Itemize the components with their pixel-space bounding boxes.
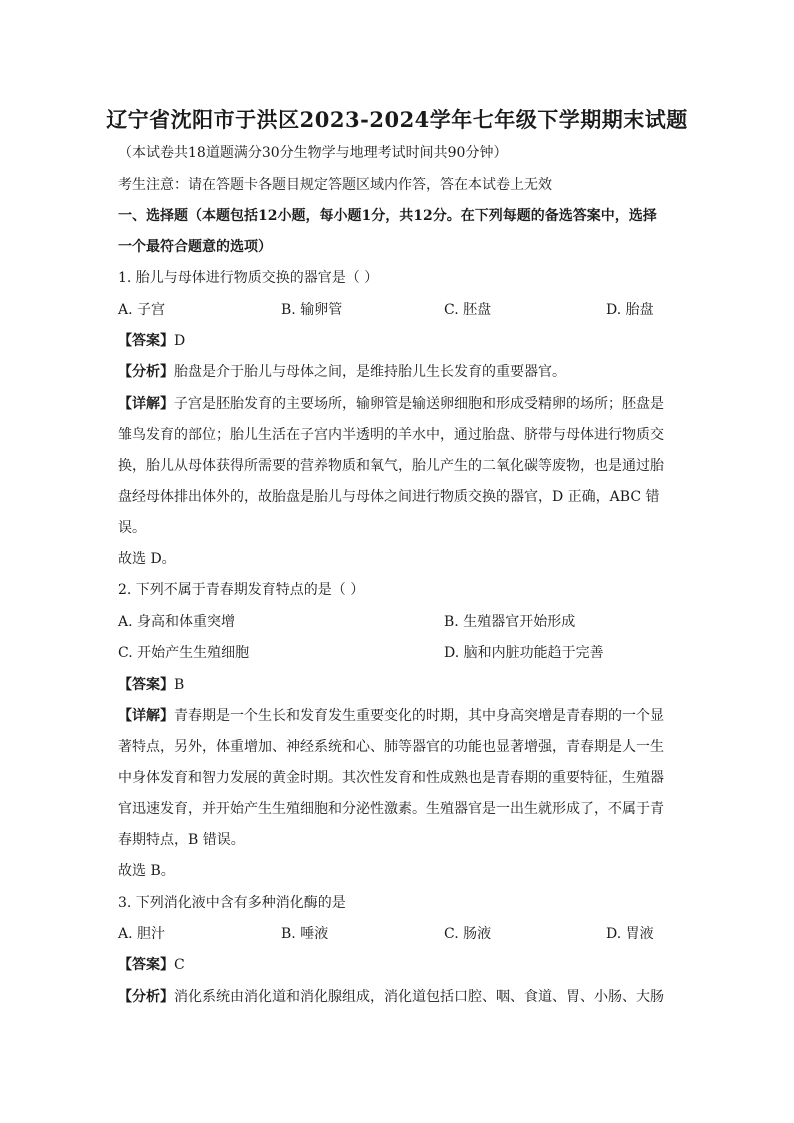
question-3-analysis xyxy=(118,987,664,1007)
question-1-detail-line-5: 误。 xyxy=(118,520,146,536)
question-3-option-b: B. 唾液 xyxy=(281,926,329,942)
question-3-options xyxy=(118,924,678,944)
detail-text: 青春期是一个生长和发育发生重要变化的时期，其中身高突增是青春期的一个显 xyxy=(174,708,664,724)
question-2-options-row-2 xyxy=(118,643,678,663)
question-3-stem: 3. 下列消化液中含有多种消化酶的是 xyxy=(118,895,346,911)
question-2-option-c: C. 开始产生生殖细胞 xyxy=(118,645,250,661)
analysis-text: 消化系统由消化道和消化腺组成，消化道包括口腔、咽、食道、胃、小肠、大肠 xyxy=(174,989,664,1005)
question-2-answer xyxy=(118,675,184,695)
exam-notice: 考生注意：请在答题卡各题目规定答题区域内作答，答在本试卷上无效 xyxy=(118,177,552,193)
answer-value: C xyxy=(174,957,185,973)
question-3-answer xyxy=(118,955,185,975)
detail-tag: 【详解】 xyxy=(118,708,174,724)
question-3-option-a: A. 胆汁 xyxy=(118,926,166,942)
answer-tag: 【答案】 xyxy=(118,957,174,973)
question-1-option-d: D. 胎盘 xyxy=(606,302,654,318)
section-header-line-1: 一、选择题（本题包括12小题，每小题1分，共12分。在下列每题的备选答案中，选择 xyxy=(118,208,657,224)
answer-value: D xyxy=(174,333,186,349)
answer-value: B xyxy=(174,677,185,693)
question-2-detail-line-2: 著特点，另外，体重增加、神经系统和心、肺等器官的功能也显著增强，青春期是人一生 xyxy=(118,739,664,755)
exam-title: 辽宁省沈阳市于洪区2023-2024学年七年级下学期期末试题 xyxy=(106,107,688,132)
question-2-options-row-1 xyxy=(118,612,678,632)
section-header-line-2: 一个最符合题意的选项） xyxy=(118,239,272,255)
question-2-stem: 2. 下列不属于青春期发育特点的是（ ） xyxy=(118,582,365,598)
question-1-detail-line-3: 换，胎儿从母体获得所需要的营养物质和氧气，胎儿产生的二氧化碳等废物，也是通过胎 xyxy=(118,458,664,474)
question-2-conclusion: 故选 B。 xyxy=(118,863,175,879)
analysis-tag: 【分析】 xyxy=(118,364,174,380)
question-1-detail-line-1 xyxy=(118,394,664,414)
detail-tag: 【详解】 xyxy=(118,396,174,412)
exam-subtitle: （本试卷共18道题满分30分生物学与地理考试时间共90分钟） xyxy=(118,145,508,161)
question-1-answer xyxy=(118,331,185,351)
question-1-conclusion: 故选 D。 xyxy=(118,551,176,567)
question-2-option-d: D. 脑和内脏功能趋于完善 xyxy=(444,645,604,661)
answer-tag: 【答案】 xyxy=(118,677,174,693)
question-1-option-c: C. 胚盘 xyxy=(444,302,492,318)
question-2-detail-line-5: 春期特点，B 错误。 xyxy=(118,832,245,848)
detail-text: 子宫是胚胎发育的主要场所，输卵管是输送卵细胞和形成受精卵的场所；胚盘是 xyxy=(174,396,664,412)
question-2-option-a: A. 身高和体重突增 xyxy=(118,614,236,630)
question-2-detail-line-1 xyxy=(118,706,664,726)
question-3-option-c: C. 肠液 xyxy=(444,926,492,942)
question-3-option-d: D. 胃液 xyxy=(606,926,654,942)
question-1-analysis xyxy=(118,362,566,382)
question-2-detail-line-4: 官迅速发育，并开始产生生殖细胞和分泌性激素。生殖器官是一出生就形成了，不属于青 xyxy=(118,801,664,817)
analysis-tag: 【分析】 xyxy=(118,989,174,1005)
question-1-option-a: A. 子宫 xyxy=(118,302,166,318)
question-2-detail-line-3: 中身体发育和智力发展的黄金时期。其次性发育和性成熟也是青春期的重要特征，生殖器 xyxy=(118,770,664,786)
answer-tag: 【答案】 xyxy=(118,333,174,349)
question-1-option-b: B. 输卵管 xyxy=(281,302,343,318)
question-1-options xyxy=(118,300,678,320)
question-1-detail-line-4: 盘经母体排出体外的，故胎盘是胎儿与母体之间进行物质交换的器官，D 正确，ABC 错 xyxy=(118,489,660,505)
question-2-option-b: B. 生殖器官开始形成 xyxy=(444,614,576,630)
question-1-stem: 1. 胎儿与母体进行物质交换的器官是（ ） xyxy=(118,270,379,286)
analysis-text: 胎盘是介于胎儿与母体之间，是维持胎儿生长发育的重要器官。 xyxy=(174,364,566,380)
question-1-detail-line-2: 雏鸟发育的部位；胎儿生活在子宫内半透明的羊水中，通过胎盘、脐带与母体进行物质交 xyxy=(118,427,664,443)
